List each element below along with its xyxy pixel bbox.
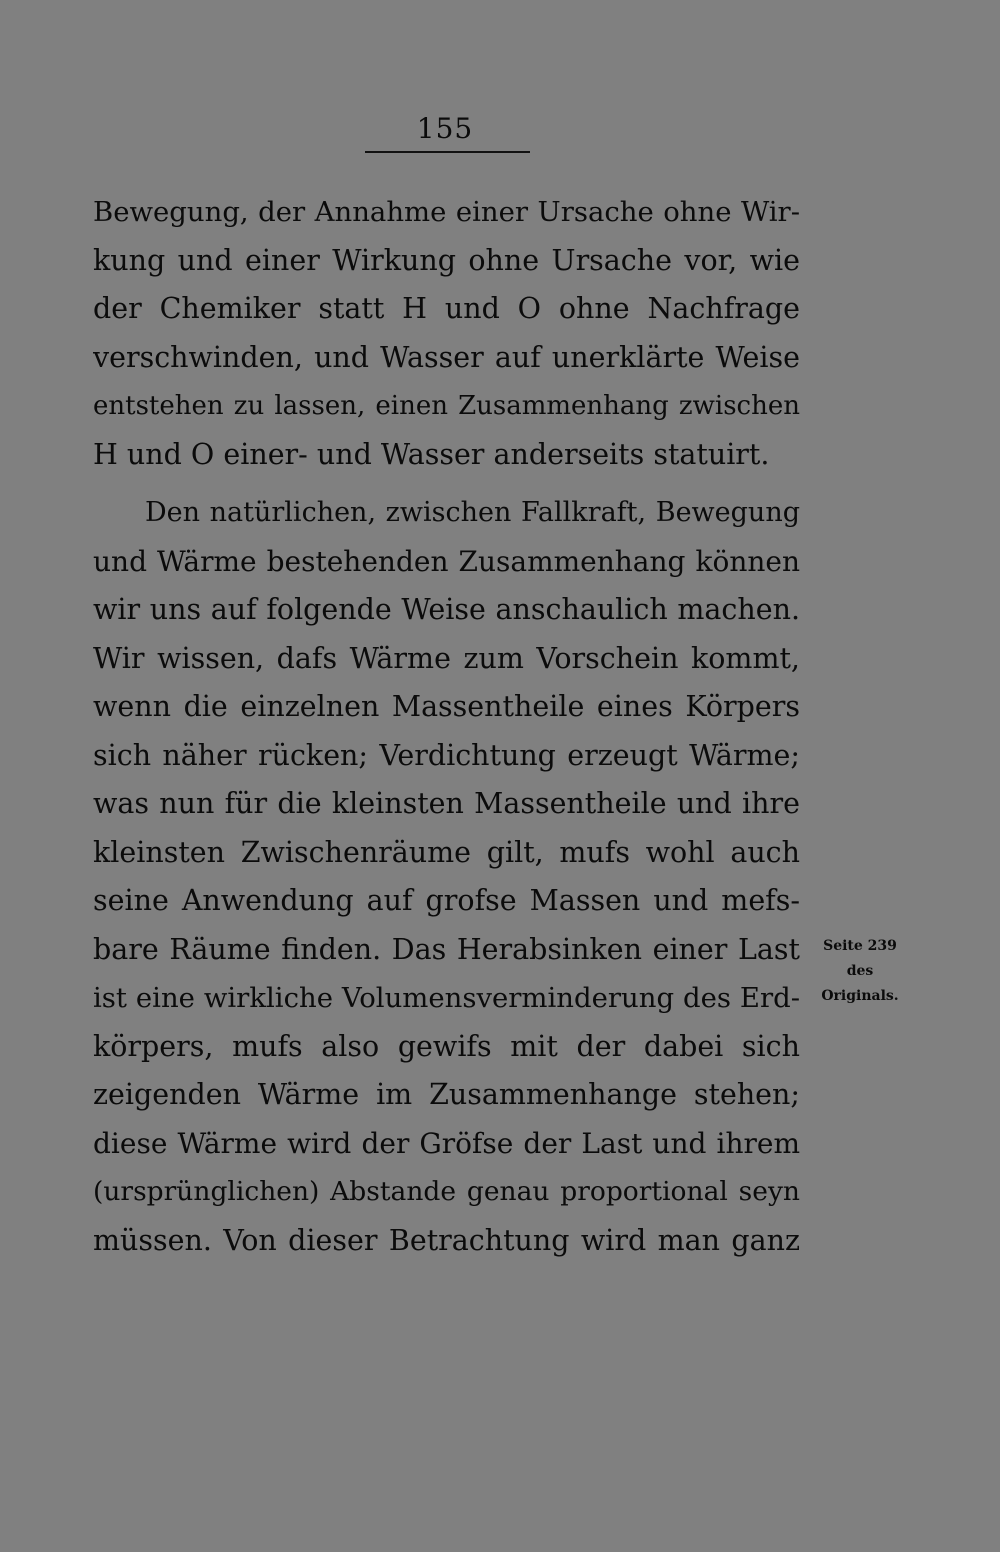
margin-note-des: des	[846, 963, 874, 979]
page-number: 155	[416, 112, 474, 145]
margin-note-page: Seite 239	[823, 938, 897, 954]
body-text	[93, 188, 800, 1265]
header-rule	[365, 151, 530, 153]
text-line: müssen. Von dieser Betrachtung wird man ganz	[93, 1223, 800, 1257]
text-line: H und O einer- und Wasser anderseits statuirt.	[93, 437, 770, 471]
margin-note	[812, 934, 908, 1009]
text-line: kung und einer Wirkung ohne Ursache vor, wie	[93, 243, 800, 277]
text-line: entstehen zu lassen, einen Zusammenhang zwischen	[93, 391, 800, 421]
text-line: seine Anwendung auf grofse Massen und mefs-	[93, 884, 800, 917]
text-line: sich näher rücken; Verdichtung erzeugt Wärme;	[93, 738, 800, 772]
text-line: zeigenden Wärme im Zusammenhange stehen;	[93, 1078, 800, 1111]
text-line: Den natürlichen, zwischen Fallkraft, Bewegung	[145, 497, 800, 528]
text-line: Bewegung, der Annahme einer Ursache ohne Wir-	[93, 196, 800, 228]
paragraph-1	[93, 188, 800, 479]
text-line: wir uns auf folgende Weise anschaulich machen.	[93, 593, 800, 626]
text-line: (ursprünglichen) Abstande genau proportional seyn	[93, 1176, 800, 1207]
text-line: und Wärme bestehenden Zusammenhang können	[93, 544, 800, 578]
text-line: wenn die einzelnen Massentheile eines Körpers	[93, 690, 800, 723]
text-line: bare Räume finden. Das Herabsinken einer Last	[93, 932, 800, 966]
paragraph-gap	[93, 479, 800, 489]
text-line: kleinsten Zwischenräume gilt, mufs wohl auch	[93, 835, 800, 869]
text-line: was nun für die kleinsten Massentheile und ihre	[93, 787, 800, 820]
text-line: ist eine wirkliche Volumensverminderung des Erd-	[93, 982, 800, 1014]
paragraph-2	[93, 489, 800, 1265]
text-line: verschwinden, und Wasser auf unerklärte Weise	[93, 340, 800, 374]
text-line: der Chemiker statt H und O ohne Nachfrage	[93, 292, 800, 325]
text-line: körpers, mufs also gewifs mit der dabei sich	[93, 1029, 800, 1063]
text-line: Wir wissen, dafs Wärme zum Vorschein kommt,	[93, 641, 800, 675]
margin-note-originals: Originals.	[821, 988, 899, 1004]
text-line: diese Wärme wird der Gröfse der Last und ihrem	[93, 1126, 800, 1160]
